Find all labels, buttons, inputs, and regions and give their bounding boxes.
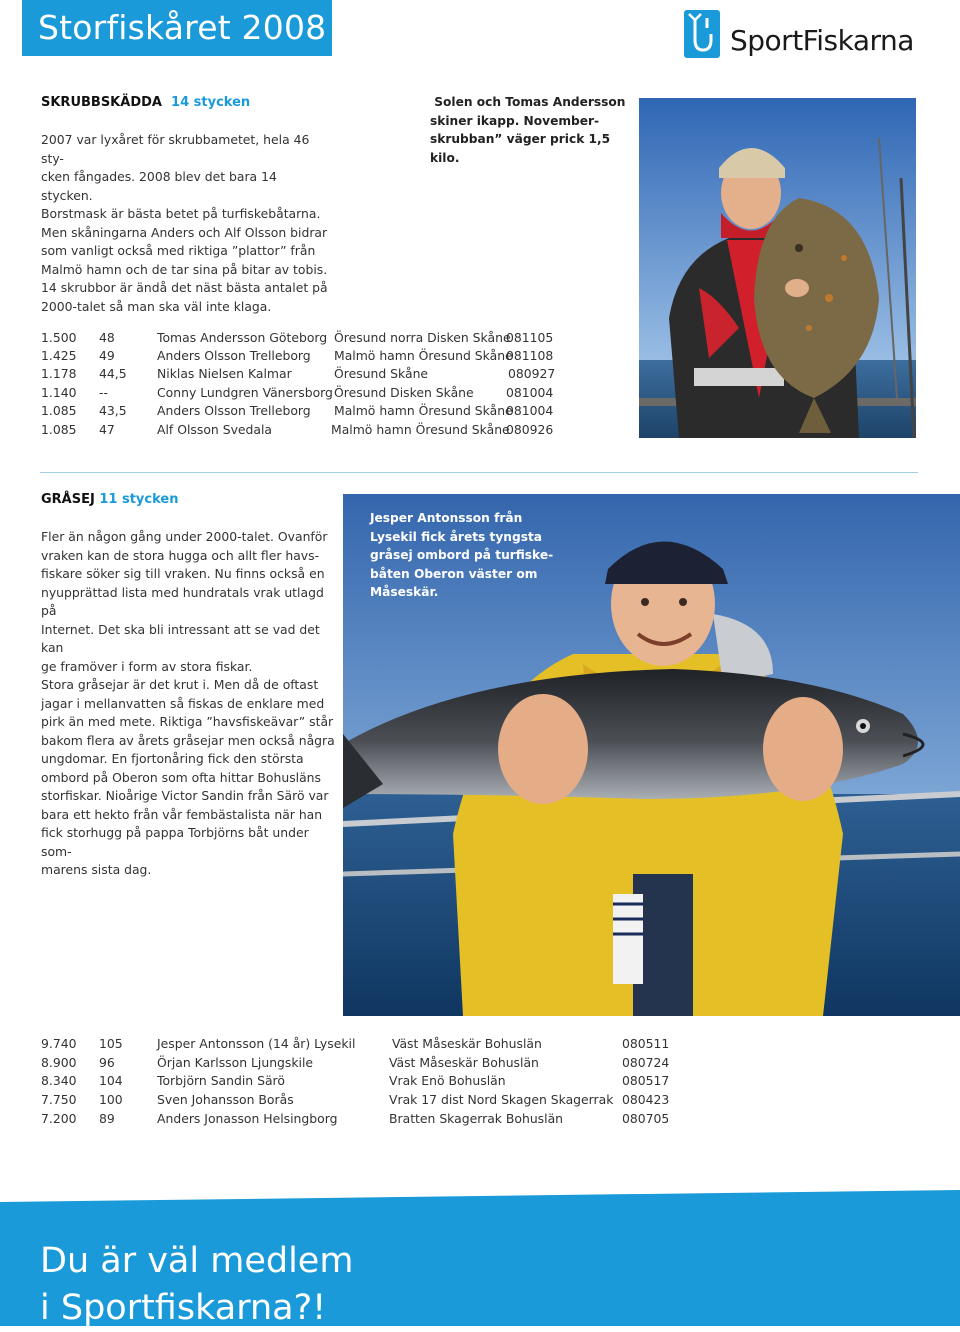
skrubbskadda-body-text: [41, 131, 331, 316]
cell-place: Väst Måseskär Bohuslän: [388, 1036, 542, 1051]
text-line: Stora gråsejar är det krut i. Men då de oftast: [41, 677, 319, 692]
text-line: 2000-talet så man ska väl inte klaga.: [41, 298, 272, 314]
cell-date: 080705: [622, 1111, 670, 1126]
text-line: storfiskar. Nioårige Victor Sandin från Särö var: [41, 788, 329, 803]
section-heading-skrubbskadda: [41, 95, 250, 110]
cell-name: Anders Olsson Trelleborg: [157, 403, 311, 418]
cell-name: Sven Johansson Borås: [157, 1092, 294, 1107]
cell-date: 081105: [506, 330, 554, 345]
text-line: fiskare söker sig till vraken. Nu finns också en: [41, 566, 325, 581]
cell-length: 100: [99, 1092, 123, 1107]
cell-date: 081108: [506, 348, 554, 363]
cell-date: 080927: [508, 366, 556, 381]
text-line: ge framöver i form av stora fiskar.: [41, 658, 253, 674]
cell-place: Öresund norra Disken Skåne: [334, 330, 511, 345]
caption-line: Jesper Antonsson från: [370, 511, 523, 525]
cell-place: Malmö hamn Öresund Skåne: [334, 403, 513, 418]
caption-line: Solen och Tomas Andersson: [430, 95, 626, 109]
text-line: marens sista dag.: [41, 862, 152, 877]
caption-line: skiner ikapp. November-: [430, 113, 600, 128]
brand-logo: [684, 10, 924, 60]
cell-name: Alf Olsson Svedala: [157, 422, 273, 437]
cell-weight: 1.085: [41, 422, 77, 437]
cell-weight: 7.750: [41, 1092, 77, 1107]
photo-caption-pollock: [370, 509, 570, 602]
text-line: bara ett hekto från vår fembästalista när han: [41, 806, 323, 822]
cell-name: Anders Jonasson Helsingborg: [157, 1111, 338, 1126]
table-row: [41, 385, 601, 403]
text-line: bakom flera av årets gråsejar men också några: [41, 732, 335, 748]
cell-name: Örjan Karlsson Ljungskile: [157, 1055, 314, 1070]
text-line: Borstmask är bästa betet på turfiskebåtarna.: [41, 206, 321, 221]
cell-date: 081004: [506, 385, 554, 400]
cell-date: 081004: [506, 403, 554, 418]
text-line: Fler än någon gång under 2000-talet. Ovanför: [41, 529, 328, 544]
text-line: 2007 var lyxåret för skrubbametet, hela 46 sty-: [41, 132, 310, 166]
cell-length: 44,5: [99, 366, 127, 381]
table-row: [41, 366, 601, 384]
text-line: ungdomar. En fjortonåring fick den största: [41, 751, 304, 766]
table-row: [41, 1055, 681, 1073]
cell-place: Malmö hamn Öresund Skåne: [331, 422, 510, 437]
cell-name: Tomas Andersson Göteborg: [157, 330, 328, 345]
cell-length: 89: [99, 1111, 115, 1126]
cell-weight: 1.140: [41, 385, 77, 400]
cell-weight: 8.900: [41, 1055, 77, 1070]
section-count: 11 stycken: [99, 492, 179, 507]
text-line: jagar i mellanvatten så fiskas de enklare med: [41, 695, 325, 711]
cell-name: Anders Olsson Trelleborg: [157, 348, 311, 363]
cell-weight: 1.178: [41, 366, 77, 381]
cell-place: Vrak 17 dist Nord Skagen Skagerrak: [389, 1092, 614, 1107]
page-title: Storfiskåret 2008: [38, 8, 327, 47]
cell-length: 43,5: [99, 403, 127, 418]
cell-weight: 9.740: [41, 1036, 77, 1051]
cell-weight: 1.425: [41, 348, 77, 363]
text-line: cken fångades. 2008 blev det bara 14 stycken.: [41, 169, 277, 203]
table-row: [41, 1036, 681, 1054]
cell-name: Jesper Antonsson (14 år) Lysekil: [157, 1036, 356, 1051]
cell-place: Öresund Skåne: [334, 366, 429, 381]
table-row: [41, 403, 601, 421]
membership-promo[interactable]: [40, 1238, 353, 1332]
cell-length: 47: [99, 422, 115, 437]
section-count: 14 stycken: [171, 95, 251, 110]
cell-weight: 8.340: [41, 1073, 77, 1088]
promo-line: Du är väl medlem: [40, 1241, 354, 1281]
text-line: 14 skrubbor är ändå det näst bästa antalet på: [41, 280, 328, 295]
caption-line: Måseskär.: [370, 585, 439, 599]
table-row: [41, 1111, 681, 1129]
table-row: [41, 348, 601, 366]
photo-caption-flounder: [430, 93, 635, 167]
grasej-body-text: [41, 528, 337, 880]
cell-length: 104: [99, 1073, 123, 1088]
cell-place: Malmö hamn Öresund Skåne: [334, 348, 513, 363]
cell-date: 080926: [506, 422, 554, 437]
cell-name: Torbjörn Sandin Särö: [157, 1073, 285, 1088]
section-title: SKRUBBSKÄDDA: [41, 95, 162, 110]
cell-date: 080517: [622, 1073, 670, 1088]
cell-place: Öresund Disken Skåne: [334, 385, 474, 400]
text-line: ombord på Oberon som ofta hittar Bohusläns: [41, 769, 321, 785]
cell-place: Väst Måseskär Bohuslän: [389, 1055, 539, 1070]
text-line: nyupprättad lista med hundratals vrak utlagd på: [41, 584, 324, 618]
text-line: Malmö hamn och de tar sina på bitar av tobis.: [41, 261, 328, 277]
caption-line: gråsej ombord på turfiske-: [370, 548, 554, 562]
cell-length: 49: [99, 348, 115, 363]
table-row: [41, 1092, 681, 1110]
promo-line: i Sportfiskarna?!: [40, 1288, 327, 1328]
table-row: [41, 422, 601, 440]
section-divider: [40, 472, 918, 473]
table-row: [41, 1073, 681, 1091]
cell-weight: 1.085: [41, 403, 77, 418]
text-line: Internet. Det ska bli intressant att se vad det kan: [41, 621, 320, 655]
text-line: fick storhugg på pappa Torbjörns båt under som-: [41, 825, 309, 859]
cell-date: 080423: [622, 1092, 670, 1107]
caption-line: skrubban” väger prick 1,5 kilo.: [430, 132, 611, 165]
cell-date: 080511: [622, 1036, 670, 1051]
caption-line: båten Oberon väster om: [370, 566, 538, 581]
section-heading-grasej: [41, 492, 178, 507]
brand-name: SportFiskarna: [730, 24, 914, 57]
cell-name: Conny Lundgren Vänersborg: [157, 385, 333, 400]
cell-length: --: [99, 385, 108, 400]
cell-place: Bratten Skagerrak Bohuslän: [389, 1111, 564, 1126]
text-line: Men skåningarna Anders och Alf Olsson bidrar: [41, 224, 328, 240]
cell-date: 080724: [622, 1055, 670, 1070]
cell-weight: 1.500: [41, 330, 77, 345]
cell-length: 96: [99, 1055, 115, 1070]
caption-line: Lysekil fick årets tyngsta: [370, 529, 543, 544]
cell-length: 48: [99, 330, 115, 345]
fishhook-logo-icon: [684, 10, 720, 58]
cell-place: Vrak Enö Bohuslän: [389, 1073, 506, 1088]
cell-length: 105: [99, 1036, 123, 1051]
table-row: [41, 330, 601, 348]
text-line: vraken kan de stora hugga och allt fler havs-: [41, 547, 320, 563]
cell-weight: 7.200: [41, 1111, 77, 1126]
text-line: som vanligt också med riktiga ”plattor” från: [41, 243, 316, 258]
section-title: GRÅSEJ: [41, 492, 95, 507]
photo-flounder-catch: [639, 98, 916, 438]
cell-name: Niklas Nielsen Kalmar: [157, 366, 292, 381]
text-line: pirk än med mete. Riktiga ”havsfiskeävar” står: [41, 714, 334, 729]
